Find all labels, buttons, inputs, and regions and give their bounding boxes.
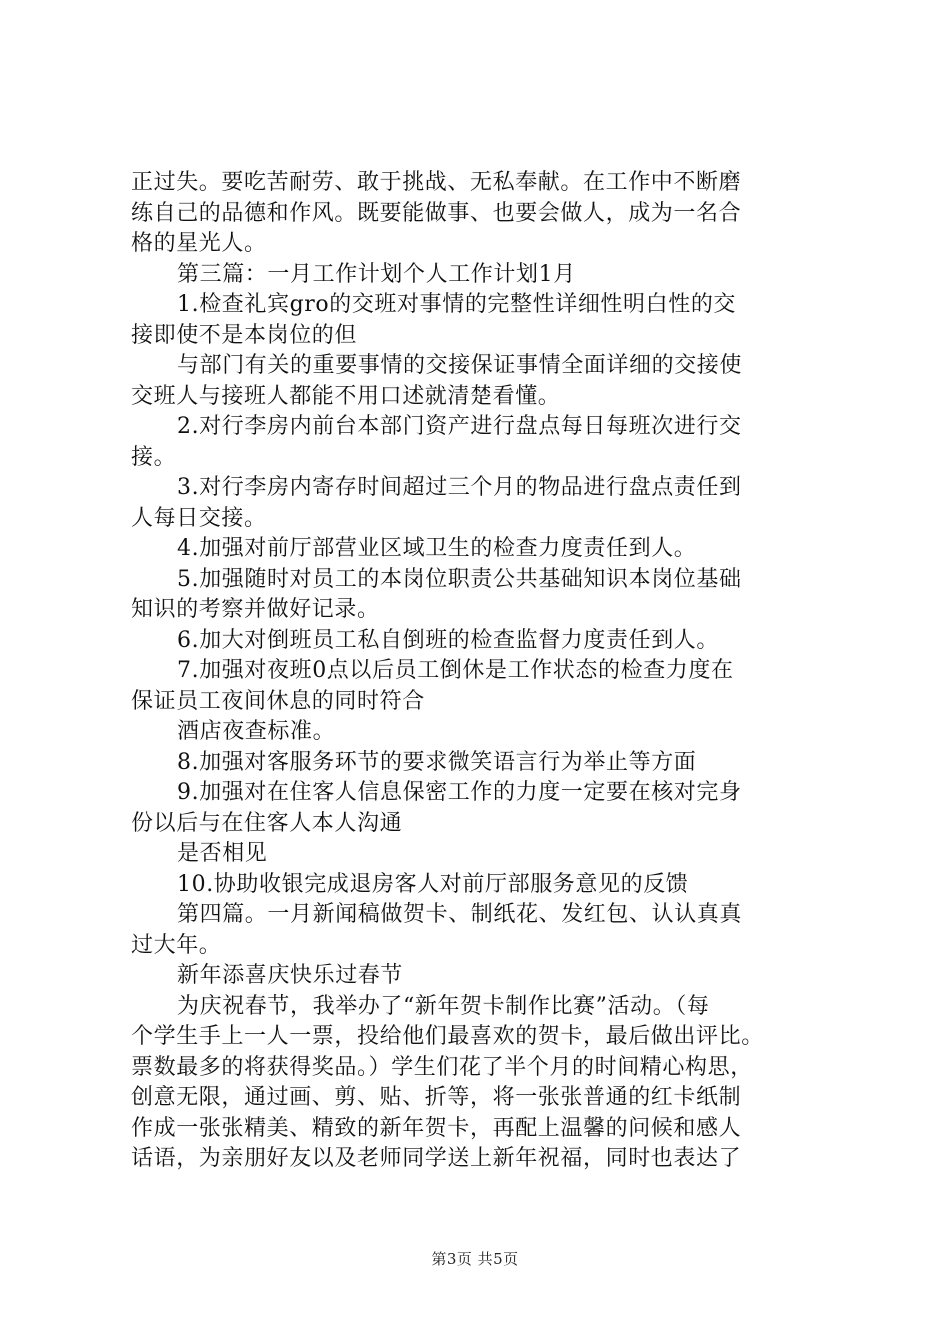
text-line: 5.加强随时对员工的本岗位职责公共基础知识本岗位基础 <box>177 566 742 592</box>
text-line: 与部门有关的重要事情的交接保证事情全面详细的交接使 <box>177 353 743 378</box>
text-line: 正过失。要吃苦耐劳、敢于挑战、无私奉献。在工作中不断磨 <box>131 170 742 195</box>
text-line: 8.加强对客服务环节的要求微笑语言行为举止等方面 <box>177 749 697 775</box>
text-line: 练自己的品德和作风。既要能做事、也要会做人，成为一名合 <box>131 200 742 226</box>
text-line: 7.加强对夜班0点以后员工倒休是工作状态的检查力度在 <box>177 658 734 683</box>
text-line: 10.协助收银完成退房客人对前厅部服务意见的反馈 <box>177 871 689 897</box>
text-line: 6.加大对倒班员工私自倒班的检查监督力度责任到人。 <box>177 627 719 653</box>
text-line: 是否相见 <box>177 841 268 866</box>
text-line: 个学生手上一人一票，投给他们最喜欢的贺卡，最后做出评比。 <box>131 1024 764 1049</box>
text-line: 创意无限，通过画、剪、贴、折等，将一张张普通的红卡纸制 <box>131 1085 742 1110</box>
document-body <box>131 168 831 1175</box>
page-footer: 第3页 共5页 <box>431 1250 519 1268</box>
text-line: 知识的考察并做好记录。 <box>131 597 380 622</box>
text-line: 第三篇：一月工作计划个人工作计划1月 <box>177 261 576 287</box>
text-line: 新年添喜庆快乐过春节 <box>177 963 404 988</box>
text-line: 接。 <box>131 444 177 470</box>
text-line: 份以后与在住客人本人沟通 <box>131 810 403 836</box>
text-line: 保证员工夜间休息的同时符合 <box>131 688 425 714</box>
text-line: 1.检查礼宾gro的交班对事情的完整性详细性明白性的交 <box>177 292 737 317</box>
text-line: 话语，为亲朋好友以及老师同学送上新年祝福，同时也表达了 <box>131 1146 742 1171</box>
text-line: 为庆祝春节，我举办了“新年贺卡制作比赛”活动。（每 <box>177 993 710 1019</box>
text-line: 人每日交接。 <box>131 505 267 531</box>
text-line: 3.对行李房内寄存时间超过三个月的物品进行盘点责任到 <box>177 475 742 500</box>
text-line: 4.加强对前厅部营业区域卫生的检查力度责任到人。 <box>177 536 697 561</box>
text-line: 票数最多的将获得奖品。）学生们花了半个月的时间精心构思， <box>131 1054 753 1080</box>
text-line: 9.加强对在住客人信息保密工作的力度一定要在核对完身 <box>177 780 742 805</box>
text-line: 第四篇。一月新闻稿做贺卡、制纸花、发红包、认认真真 <box>177 902 743 927</box>
text-line: 作成一张张精美、精致的新年贺卡，再配上温馨的问候和感人 <box>131 1115 742 1141</box>
text-line: 酒店夜查标准。 <box>177 719 336 744</box>
text-line: 2.对行李房内前台本部门资产进行盘点每日每班次进行交 <box>177 414 742 439</box>
text-line: 交班人与接班人都能不用口述就清楚看懂。 <box>131 383 561 409</box>
text-line: 过大年。 <box>131 932 222 958</box>
text-line: 接即使不是本岗位的但 <box>131 322 358 348</box>
text-line: 格的星光人。 <box>131 231 267 256</box>
